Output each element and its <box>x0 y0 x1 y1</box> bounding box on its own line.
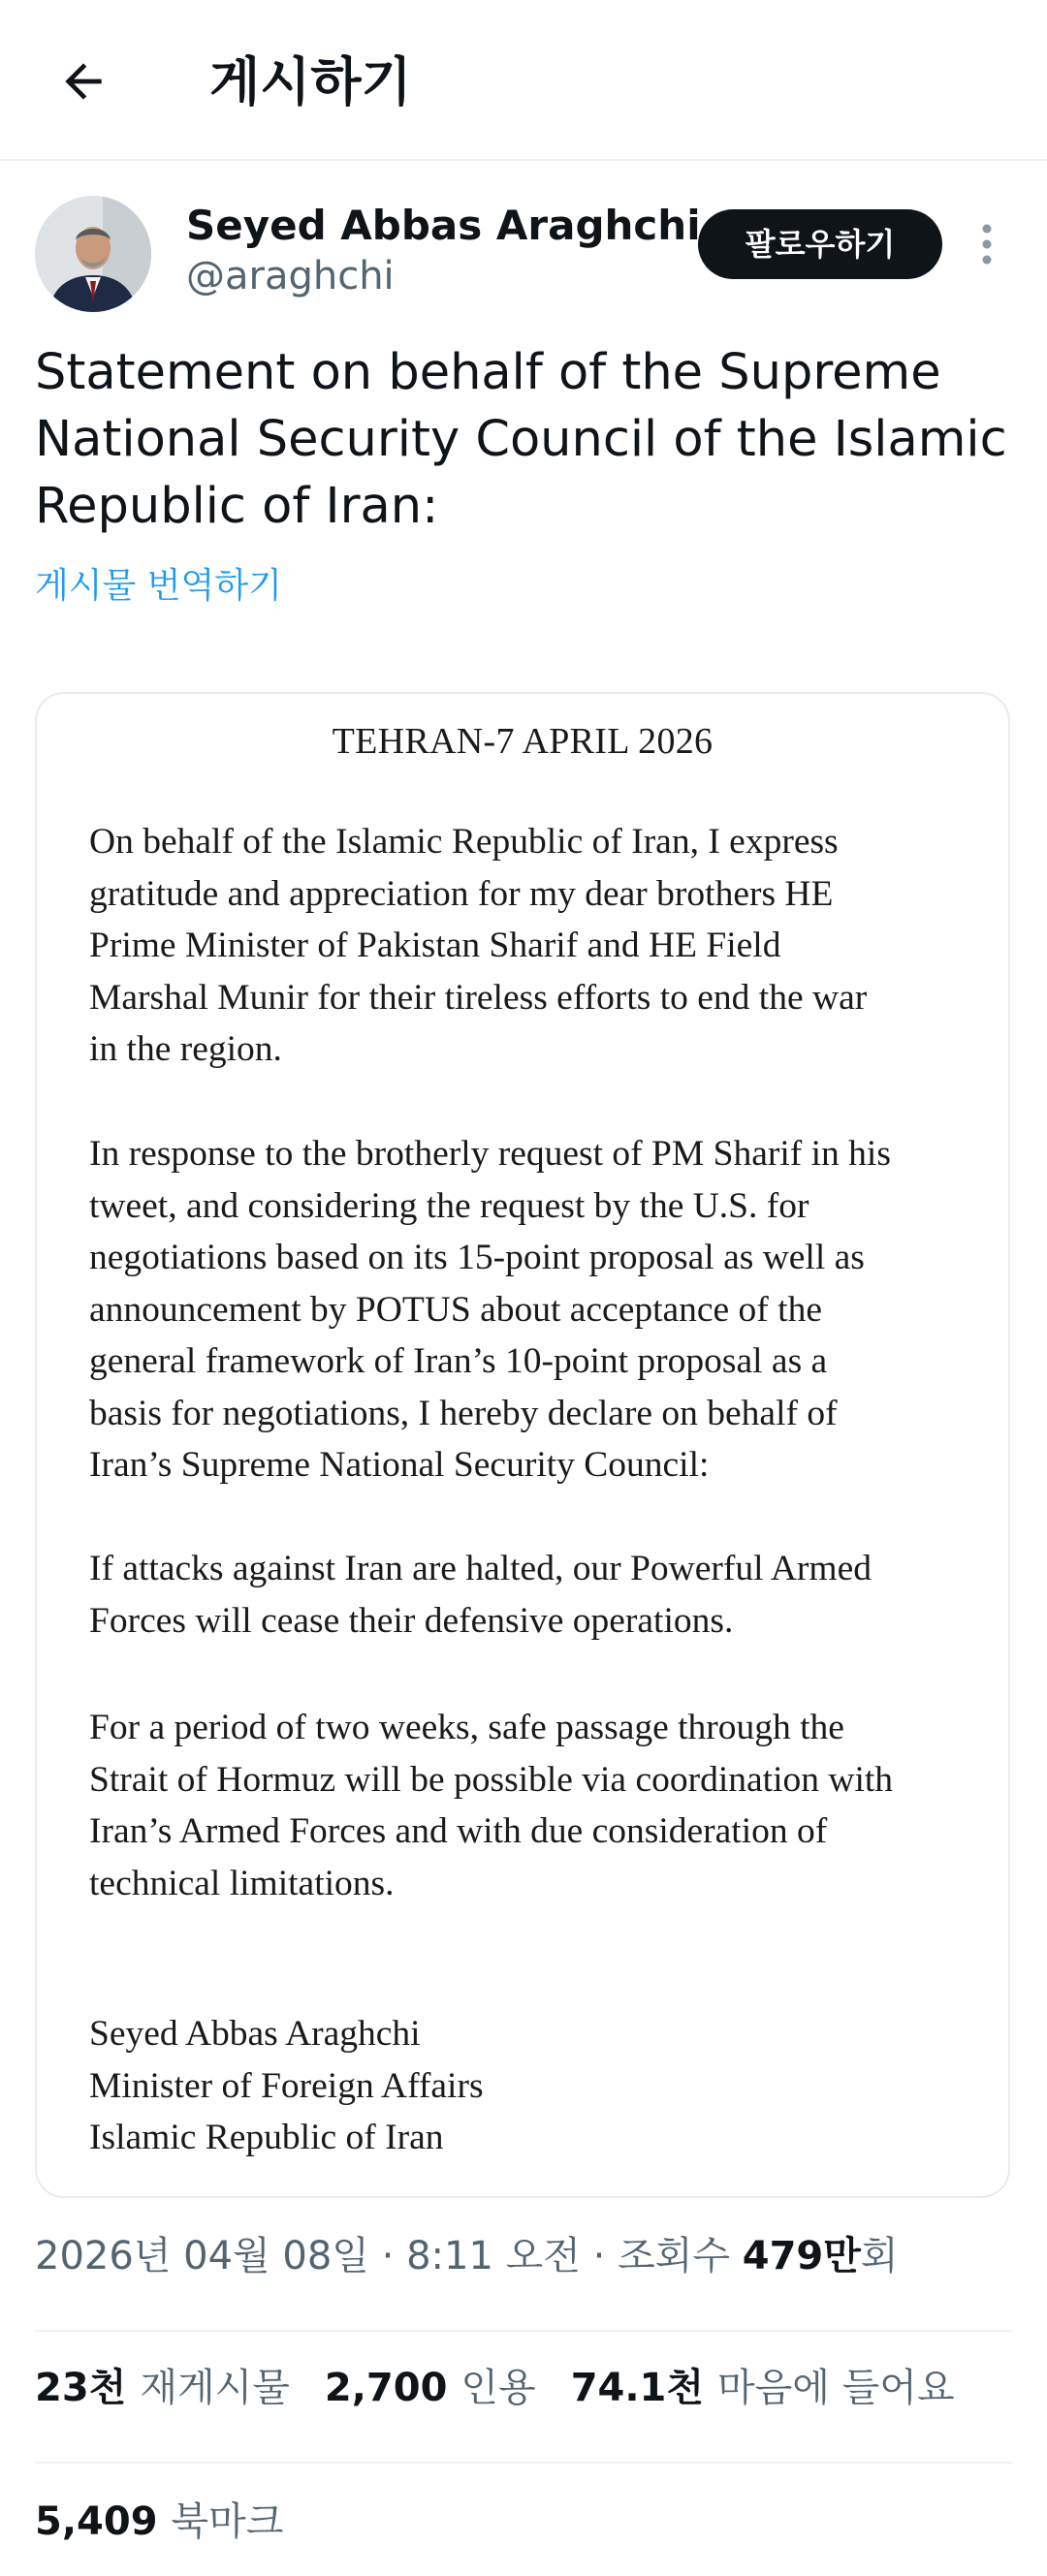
views-count: 479만 <box>742 2234 861 2278</box>
quotes-label: 인용 <box>460 2366 536 2410</box>
views-suffix: 회 <box>860 2234 899 2278</box>
likes-stat[interactable] <box>571 2361 955 2415</box>
reposts-label: 재게시물 <box>140 2366 290 2410</box>
statement-image[interactable] <box>35 692 1010 2198</box>
likes-label: 마음에 들어요 <box>717 2366 955 2410</box>
divider <box>35 2330 1012 2332</box>
back-button[interactable] <box>47 45 120 118</box>
meta-separator: · <box>368 2234 407 2278</box>
reposts-stat[interactable] <box>35 2361 290 2415</box>
author-handle[interactable]: @araghchi <box>186 254 395 298</box>
post-time[interactable]: 8:11 오전 <box>406 2234 581 2278</box>
statement-signature: Seyed Abbas Araghchi Minister of Foreign Affairs Islamic Republic of Iran <box>89 2014 484 2157</box>
statement-paragraph: For a period of two weeks, safe passage through the Strait of Hormuz will be possible via coordination with Iran’s Armed Forces and with due consideration of technical limitations. <box>89 1708 894 1903</box>
post-date[interactable]: 2026년 04월 08일 <box>35 2234 369 2278</box>
page-title: 게시하기 <box>209 51 412 112</box>
avatar-portrait-icon <box>35 196 151 312</box>
translate-post-link[interactable]: 게시물 번역하기 <box>35 566 282 606</box>
tweet-text: Statement on behalf of the Supreme National Security Council of the Islamic Republic of Iran: <box>35 344 1007 535</box>
statement-paragraph: In response to the brotherly request of PM Sharif in his tweet, and considering the request by the U.S. for negotiations based on its 15-point proposal as well as announcement by POTUS about acceptance of the general framework of Iran’s 10-point proposal as a basis for negotiations, I hereby declare on behalf of Iran’s Supreme National Security Council: <box>89 1134 891 1485</box>
more-options-button[interactable] <box>968 215 1006 273</box>
quotes-stat[interactable] <box>325 2361 536 2415</box>
divider <box>35 2462 1012 2464</box>
quotes-count: 2,700 <box>324 2366 448 2410</box>
bookmarks-stat[interactable] <box>35 2495 283 2549</box>
statement-date-line: TEHRAN-7 APRIL 2026 <box>332 721 714 762</box>
engagement-stats <box>35 2361 1014 2415</box>
post-meta <box>35 2229 1014 2283</box>
reposts-count: 23천 <box>35 2366 127 2410</box>
follow-button[interactable]: 팔로우하기 <box>698 209 942 279</box>
author-name[interactable]: Seyed Abbas Araghchi <box>186 202 701 249</box>
meta-separator: · <box>580 2234 619 2278</box>
arrow-left-icon <box>56 54 111 109</box>
bookmarks-label: 북마크 <box>171 2499 284 2544</box>
statement-paragraph: On behalf of the Islamic Republic of Iran, I express gratitude and appreciation for my dear brothers HE Prime Minister of Pakistan Sharif and HE Field Marshal Munir for their tireless efforts to end the war in the region. <box>89 822 868 1069</box>
more-vertical-icon <box>981 223 993 266</box>
bookmarks-count: 5,409 <box>35 2499 158 2544</box>
avatar[interactable] <box>35 196 151 312</box>
statement-paragraph: If attacks against Iran are halted, our Powerful Armed Forces will cease their defensive operations. <box>89 1549 872 1641</box>
likes-count: 74.1천 <box>570 2366 705 2410</box>
top-bar <box>0 0 1047 161</box>
views-label: 조회수 <box>618 2234 731 2278</box>
